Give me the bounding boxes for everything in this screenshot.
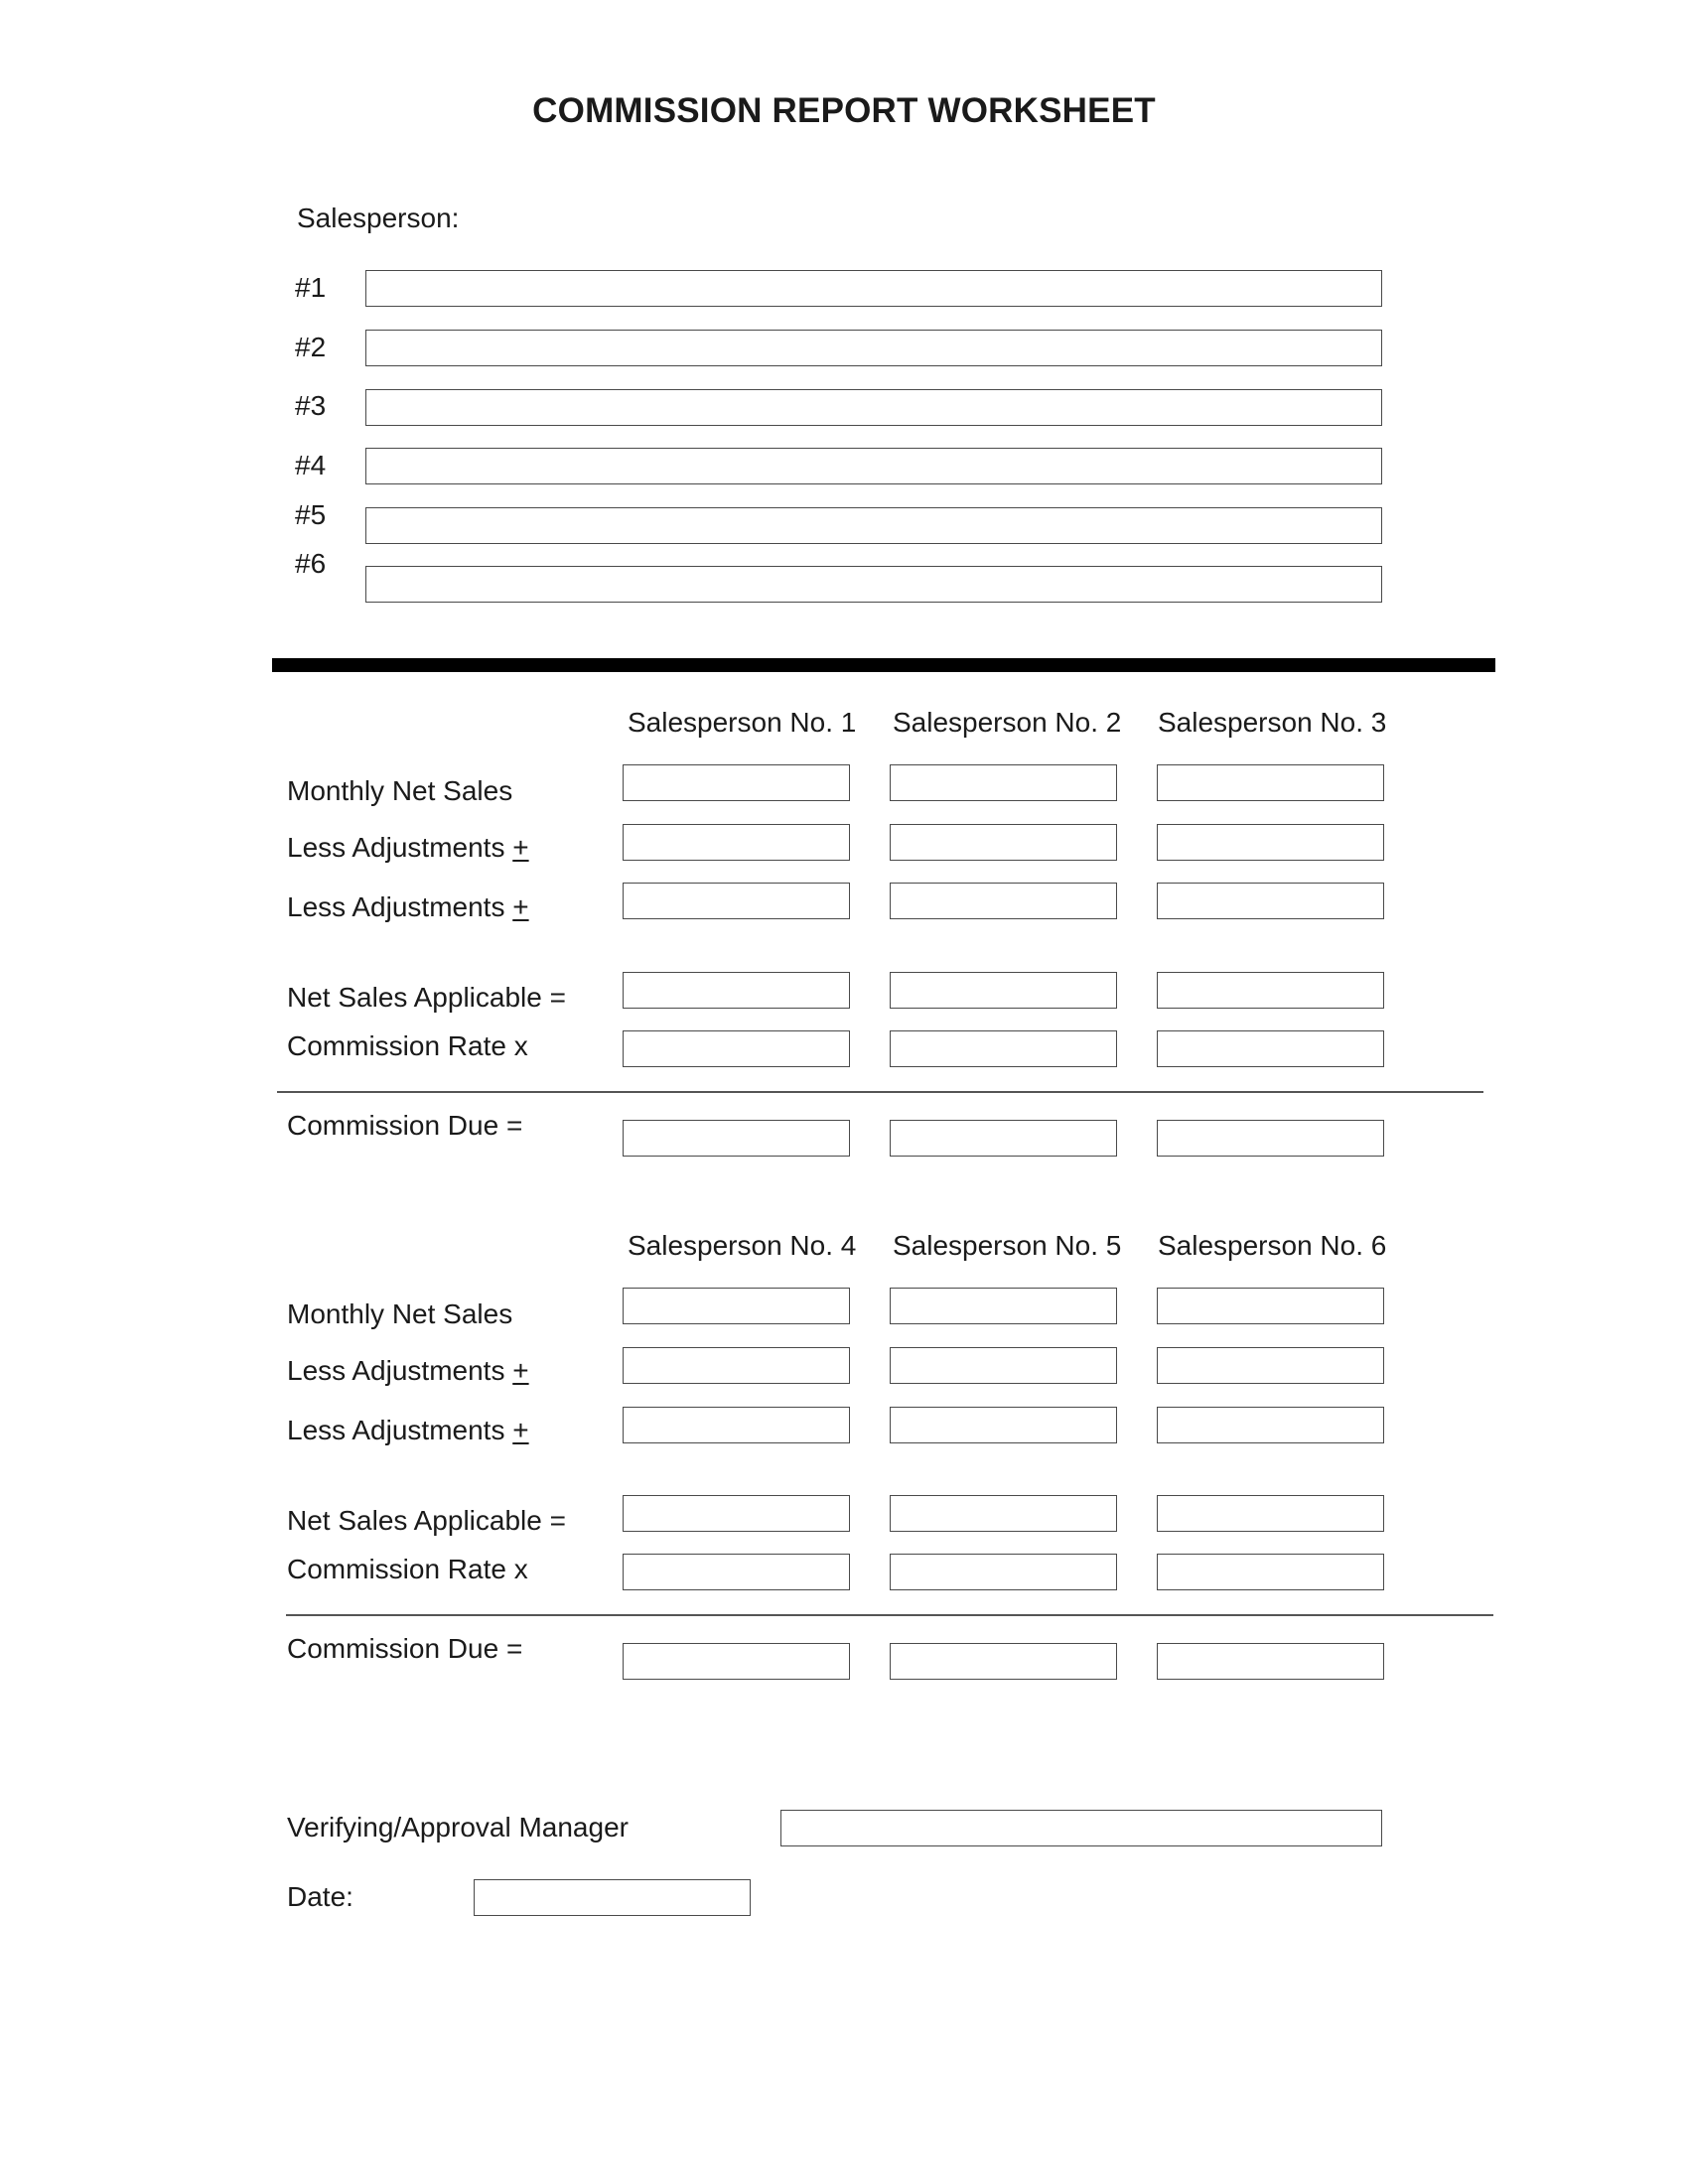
salesperson-5-label: #5: [295, 499, 327, 530]
sp6-monthly-net-sales-field[interactable]: [1157, 1288, 1384, 1324]
salesperson-5-name-field[interactable]: [365, 507, 1382, 544]
row-label-less-adjustments-2: [287, 890, 529, 924]
plus-minus-sign: +: [512, 1355, 529, 1386]
sp4-commission-due-field[interactable]: [623, 1643, 850, 1680]
sp1-less-adjustments-1-field[interactable]: [623, 824, 850, 861]
salesperson-6-name-field[interactable]: [365, 566, 1382, 603]
sp3-commission-rate-field[interactable]: [1157, 1030, 1384, 1067]
column-header-salesperson-1: Salesperson No. 1: [628, 707, 857, 738]
sp3-less-adjustments-2-field[interactable]: [1157, 883, 1384, 919]
sp2-commission-due-field[interactable]: [890, 1120, 1117, 1157]
column-header-salesperson-5: Salesperson No. 5: [893, 1230, 1122, 1261]
salesperson-2-label: #2: [295, 332, 327, 362]
row-label-monthly-net-sales: Monthly Net Sales: [287, 1298, 513, 1329]
sp5-commission-rate-field[interactable]: [890, 1554, 1117, 1590]
sp6-commission-rate-field[interactable]: [1157, 1554, 1384, 1590]
sp4-commission-rate-field[interactable]: [623, 1554, 850, 1590]
row-label-net-sales-applicable: Net Sales Applicable =: [287, 982, 566, 1013]
column-header-salesperson-6: Salesperson No. 6: [1158, 1230, 1387, 1261]
less-adjustments-text: Less Adjustments: [287, 1415, 505, 1445]
less-adjustments-text: Less Adjustments: [287, 891, 505, 922]
sp1-net-sales-applicable-field[interactable]: [623, 972, 850, 1009]
sp1-commission-due-field[interactable]: [623, 1120, 850, 1157]
sp4-less-adjustments-2-field[interactable]: [623, 1407, 850, 1443]
salesperson-6-label: #6: [295, 548, 327, 579]
row-label-monthly-net-sales: Monthly Net Sales: [287, 775, 513, 806]
sp3-commission-due-field[interactable]: [1157, 1120, 1384, 1157]
plus-minus-sign: +: [512, 832, 529, 863]
sp4-net-sales-applicable-field[interactable]: [623, 1495, 850, 1532]
sp6-less-adjustments-2-field[interactable]: [1157, 1407, 1384, 1443]
sp4-less-adjustments-1-field[interactable]: [623, 1347, 850, 1384]
row-label-net-sales-applicable: Net Sales Applicable =: [287, 1505, 566, 1536]
sp2-less-adjustments-1-field[interactable]: [890, 824, 1117, 861]
sp4-monthly-net-sales-field[interactable]: [623, 1288, 850, 1324]
row-label-commission-rate: Commission Rate x: [287, 1030, 528, 1061]
sp3-monthly-net-sales-field[interactable]: [1157, 764, 1384, 801]
sp5-monthly-net-sales-field[interactable]: [890, 1288, 1117, 1324]
sp5-net-sales-applicable-field[interactable]: [890, 1495, 1117, 1532]
row-label-less-adjustments-1: [287, 1354, 529, 1388]
sp2-net-sales-applicable-field[interactable]: [890, 972, 1117, 1009]
sp1-monthly-net-sales-field[interactable]: [623, 764, 850, 801]
sp5-commission-due-field[interactable]: [890, 1643, 1117, 1680]
plus-minus-sign: +: [512, 1415, 529, 1445]
sp5-less-adjustments-1-field[interactable]: [890, 1347, 1117, 1384]
salesperson-heading: Salesperson:: [297, 203, 460, 233]
sp6-less-adjustments-1-field[interactable]: [1157, 1347, 1384, 1384]
sp6-commission-due-field[interactable]: [1157, 1643, 1384, 1680]
sp6-net-sales-applicable-field[interactable]: [1157, 1495, 1384, 1532]
salesperson-1-label: #1: [295, 272, 327, 303]
manager-label: Verifying/Approval Manager: [287, 1812, 629, 1843]
section-divider: [272, 658, 1495, 672]
sp3-net-sales-applicable-field[interactable]: [1157, 972, 1384, 1009]
salesperson-4-label: #4: [295, 450, 327, 480]
total-rule: [277, 1091, 1483, 1093]
manager-field[interactable]: [780, 1810, 1382, 1846]
sp1-less-adjustments-2-field[interactable]: [623, 883, 850, 919]
sp2-less-adjustments-2-field[interactable]: [890, 883, 1117, 919]
row-label-commission-due: Commission Due =: [287, 1633, 523, 1664]
sp2-commission-rate-field[interactable]: [890, 1030, 1117, 1067]
salesperson-1-name-field[interactable]: [365, 270, 1382, 307]
date-field[interactable]: [474, 1879, 751, 1916]
plus-minus-sign: +: [512, 891, 529, 922]
column-header-salesperson-2: Salesperson No. 2: [893, 707, 1122, 738]
column-header-salesperson-4: Salesperson No. 4: [628, 1230, 857, 1261]
salesperson-2-name-field[interactable]: [365, 330, 1382, 366]
sp3-less-adjustments-1-field[interactable]: [1157, 824, 1384, 861]
salesperson-3-label: #3: [295, 390, 327, 421]
less-adjustments-text: Less Adjustments: [287, 1355, 505, 1386]
sp1-commission-rate-field[interactable]: [623, 1030, 850, 1067]
column-header-salesperson-3: Salesperson No. 3: [1158, 707, 1387, 738]
row-label-less-adjustments-2: [287, 1414, 529, 1447]
row-label-commission-rate: Commission Rate x: [287, 1554, 528, 1584]
total-rule: [286, 1614, 1493, 1616]
sp2-monthly-net-sales-field[interactable]: [890, 764, 1117, 801]
row-label-less-adjustments-1: [287, 831, 529, 865]
salesperson-3-name-field[interactable]: [365, 389, 1382, 426]
salesperson-4-name-field[interactable]: [365, 448, 1382, 484]
date-label: Date:: [287, 1881, 353, 1912]
row-label-commission-due: Commission Due =: [287, 1110, 523, 1141]
less-adjustments-text: Less Adjustments: [287, 832, 505, 863]
sp5-less-adjustments-2-field[interactable]: [890, 1407, 1117, 1443]
page-title: COMMISSION REPORT WORKSHEET: [532, 91, 1156, 130]
